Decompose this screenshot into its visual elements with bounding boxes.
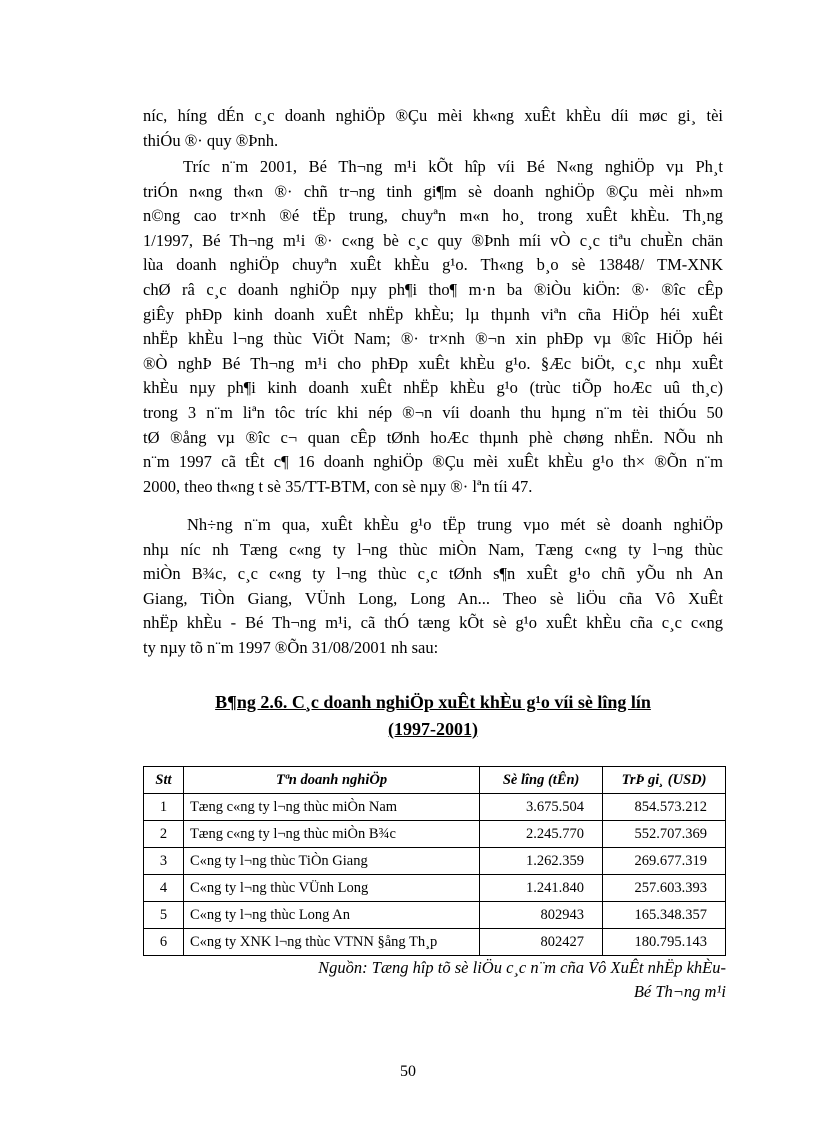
cell-company: C«ng ty l¬ng thùc VÜnh Long bbox=[183, 875, 479, 902]
header-quantity: Sè lîng (tÊn) bbox=[480, 767, 603, 794]
text-line: triÓn n«ng th«n ®· chñ tr¬ng tinh gi¶m sè doanh nghiÖp ®Çu mèi nh»m bbox=[143, 181, 723, 201]
cell-quantity: 1.262.359 bbox=[480, 848, 603, 875]
cell-stt: 3 bbox=[144, 848, 184, 875]
cell-company: C«ng ty XNK l¬ng thùc VTNN §ång Th¸p bbox=[183, 929, 479, 956]
cell-stt: 1 bbox=[144, 794, 184, 821]
cell-quantity: 802943 bbox=[480, 902, 603, 929]
text-line: ®Ò nghÞ Bé Th¬ng m¹i cho phÐp xuÊt khÈu g¹o. §Æc biÖt, c¸c nhµ xuÊt bbox=[143, 353, 723, 373]
table-row bbox=[144, 929, 726, 956]
text-line: miÒn B¾c, c¸c c«ng ty l¬ng thùc c¸c tØnh s¶n xuÊt g¹o chñ yÕu nh An bbox=[143, 564, 723, 584]
cell-value: 552.707.369 bbox=[603, 821, 726, 848]
page-number: 50 bbox=[400, 1063, 416, 1080]
text-line: chØ râ c¸c doanh nghiÖp nµy ph¶i tho¶ m·n ba ®iÒu kiÖn: ®· ®îc cÊp bbox=[143, 279, 723, 299]
cell-value: 180.795.143 bbox=[603, 929, 726, 956]
cell-stt: 4 bbox=[144, 875, 184, 902]
cell-company: C«ng ty l¬ng thùc Long An bbox=[183, 902, 479, 929]
text-line: tØ ®ång vµ ®îc c¬ quan cÊp tØnh hoÆc thµnh phè chøng nhËn. NÕu nh bbox=[143, 427, 723, 447]
source-note: Nguồn: Tæng hîp tõ sè liÖu c¸c n¨m cña Vô XuÊt nhËp khÈu- bbox=[318, 958, 726, 977]
paragraph-3 bbox=[143, 513, 723, 661]
header-company-name: Tªn doanh nghiÖp bbox=[183, 767, 479, 794]
paragraph-1 bbox=[143, 104, 723, 153]
source-note-cont: Bé Th¬ng m¹i bbox=[633, 982, 726, 1001]
table-row bbox=[144, 821, 726, 848]
text-line: thiÓu ®· quy ®Þnh. bbox=[143, 130, 279, 150]
text-line: nhËp khÈu - Bé Th¬ng m¹i, cã thÓ tæng kÕt sè g¹o xuÊt khÈu cña c¸c c«ng bbox=[143, 613, 723, 633]
cell-stt: 5 bbox=[144, 902, 184, 929]
text-line: 2000, theo th«ng t sè 35/TT-BTM, con sè nµy ®· lªn tíi 47. bbox=[143, 476, 533, 496]
paragraph-2 bbox=[143, 155, 723, 499]
cell-value: 269.677.319 bbox=[603, 848, 726, 875]
text-line: lùa doanh nghiÖp chuyªn xuÊt khÈu g¹o. Th«ng b¸o sè 13848/ TM-XNK bbox=[143, 255, 723, 275]
cell-quantity: 1.241.840 bbox=[480, 875, 603, 902]
table-row bbox=[144, 794, 726, 821]
text-line: Giang, TiÒn Giang, VÜnh Long, Long An... Theo sè liÖu cña Vô XuÊt bbox=[143, 588, 723, 608]
text-line: nhËp khÈu l¬ng thùc ViÖt Nam; ®· tr×nh ®¬n xin phÐp vµ ®îc HiÖp héi bbox=[143, 329, 723, 349]
cell-quantity: 802427 bbox=[480, 929, 603, 956]
table-row bbox=[144, 875, 726, 902]
table-row bbox=[144, 848, 726, 875]
text-line: n©ng cao tr×nh ®é tËp trung, chuyªn m«n ho¸ trong xuÊt khÈu. Th¸ng bbox=[143, 206, 723, 226]
cell-stt: 6 bbox=[144, 929, 184, 956]
text-line: níc, híng dÉn c¸c doanh nghiÖp ®Çu mèi kh«ng xuÊt khÈu díi møc gi¸ tèi bbox=[143, 106, 723, 125]
text-line: ty nµy tõ n¨m 1997 ®Õn 31/08/2001 nh sau: bbox=[143, 637, 439, 657]
cell-company: Tæng c«ng ty l¬ng thùc miÒn B¾c bbox=[183, 821, 479, 848]
table-header-row bbox=[144, 767, 726, 794]
cell-stt: 2 bbox=[144, 821, 184, 848]
cell-quantity: 3.675.504 bbox=[480, 794, 603, 821]
cell-company: Tæng c«ng ty l¬ng thùc miÒn Nam bbox=[183, 794, 479, 821]
text-line: nhµ níc nh Tæng c«ng ty l¬ng thùc miÒn Nam, Tæng c«ng ty l¬ng thùc bbox=[143, 539, 723, 559]
text-line: n¨m 1997 cã tÊt c¶ 16 doanh nghiÖp ®Çu mèi xuÊt khÈu g¹o th× ®Õn n¨m bbox=[143, 452, 723, 472]
text-line: trong 3 n¨m liªn tôc tríc khi nép ®¬n víi doanh thu hµng n¨m tèi thiÓu 50 bbox=[143, 402, 723, 422]
cell-value: 257.603.393 bbox=[603, 875, 726, 902]
table-caption-years: (1997-2001) bbox=[388, 719, 478, 739]
text-line: khÈu nµy ph¶i kinh doanh xuÊt nhËp khÈu g¹o (trùc tiÕp hoÆc uû th¸c) bbox=[143, 378, 723, 398]
cell-company: C«ng ty l¬ng thùc TiÒn Giang bbox=[183, 848, 479, 875]
cell-value: 854.573.212 bbox=[603, 794, 726, 821]
header-stt: Stt bbox=[144, 767, 184, 794]
table-row bbox=[144, 902, 726, 929]
rice-exporters-table bbox=[143, 766, 726, 956]
cell-value: 165.348.357 bbox=[603, 902, 726, 929]
header-value: TrÞ gi¸ (USD) bbox=[603, 767, 726, 794]
text-line: Nh÷ng n¨m qua, xuÊt khÈu g¹o tËp trung vµo mét sè doanh nghiÖp bbox=[187, 515, 723, 534]
text-line: 1/1997, Bé Th¬ng m¹i ®· c«ng bè c¸c quy ®Þnh míi vÒ c¸c tiªu chuÈn chän bbox=[143, 230, 723, 250]
text-line: giÊy phÐp kinh doanh xuÊt nhËp khÈu; lµ thµnh viªn cña HiÖp héi xuÊt bbox=[143, 304, 723, 324]
table-caption: B¶ng 2.6. C¸c doanh nghiÖp xuÊt khÈu g¹o víi sè lîng lín bbox=[215, 692, 651, 712]
cell-quantity: 2.245.770 bbox=[480, 821, 603, 848]
text-line: Tríc n¨m 2001, Bé Th¬ng m¹i kÕt hîp víi Bé N«ng nghiÖp vµ Ph¸t bbox=[183, 157, 723, 176]
